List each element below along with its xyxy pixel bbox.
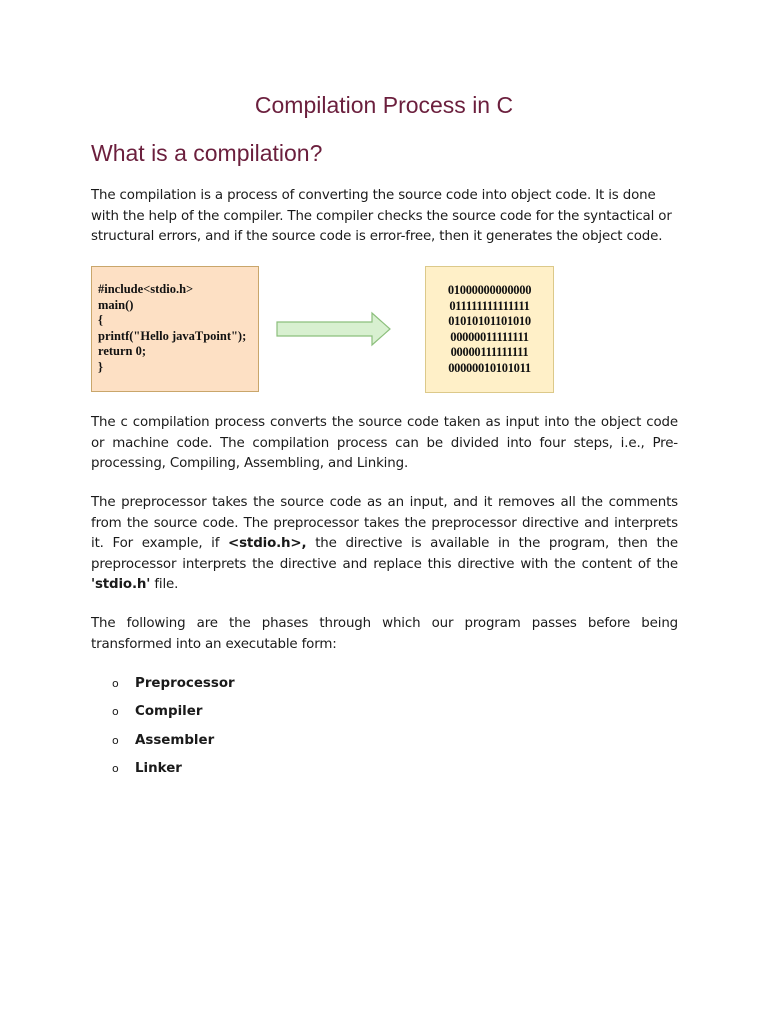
- object-code-box: [425, 266, 554, 393]
- phase-label: Preprocessor: [135, 676, 235, 691]
- phase-label: Assembler: [135, 732, 215, 748]
- object-code-line: 00000111111111: [450, 345, 529, 360]
- object-code-line: 011111111111111: [449, 298, 530, 313]
- preprocessor-text-3: file.: [150, 577, 179, 592]
- source-code-line: return 0;: [98, 344, 147, 359]
- bullet-icon: o: [112, 761, 119, 775]
- source-code-box: [91, 266, 259, 392]
- phase-label: Linker: [135, 760, 182, 776]
- source-code-line: {: [98, 313, 103, 328]
- section-heading: What is a compilation?: [91, 140, 323, 166]
- source-code-line: main(): [98, 297, 134, 312]
- object-code-line: 00000011111111: [450, 329, 529, 344]
- process-paragraph: The c compilation process converts the source code taken as input into the object code or machine code. The compilation process can be divided into four steps, i.e., Pre-processing, Compiling, Assembling, and Linking.: [91, 415, 678, 471]
- object-code-line: 01000000000000: [447, 283, 532, 297]
- intro-paragraph: The compilation is a process of converting the source code into object code. It is done with the help of the compiler. The compiler checks the source code for the syntactical or structural errors, and if the source code is error-free, then it generates the object code.: [91, 188, 672, 244]
- stdio-file-highlight: 'stdio.h': [91, 577, 151, 592]
- bullet-icon: o: [112, 705, 119, 719]
- preprocessor-text-2: the directive is available in the program, then the preprocessor interprets the directive and replace this directive with the content of the: [91, 536, 678, 572]
- bullet-icon: o: [112, 677, 119, 690]
- object-code-line: 00000010101011: [448, 360, 531, 375]
- preprocessor-text-1: The preprocessor takes the source code as an input, and it removes all the comments from the source code. The preprocessor takes the preprocessor directive and interprets it. For example, if: [91, 495, 678, 551]
- right-arrow-icon: [276, 311, 392, 347]
- phases-intro-paragraph: The following are the phases through which our program passes before being transformed into an executable form:: [91, 616, 678, 652]
- bullet-icon: o: [112, 733, 119, 747]
- page-title: Compilation Process in C: [254, 92, 514, 118]
- stdio-include-highlight: <stdio.h>,: [228, 536, 307, 551]
- phase-label: Compiler: [135, 704, 203, 720]
- source-code-line: printf("Hello javaTpoint");: [98, 328, 247, 343]
- source-code-line: }: [98, 359, 103, 374]
- object-code-line: 01010101101010: [448, 314, 531, 329]
- preprocessor-paragraph: [91, 493, 678, 596]
- source-code-line: #include<stdio.h>: [98, 282, 194, 296]
